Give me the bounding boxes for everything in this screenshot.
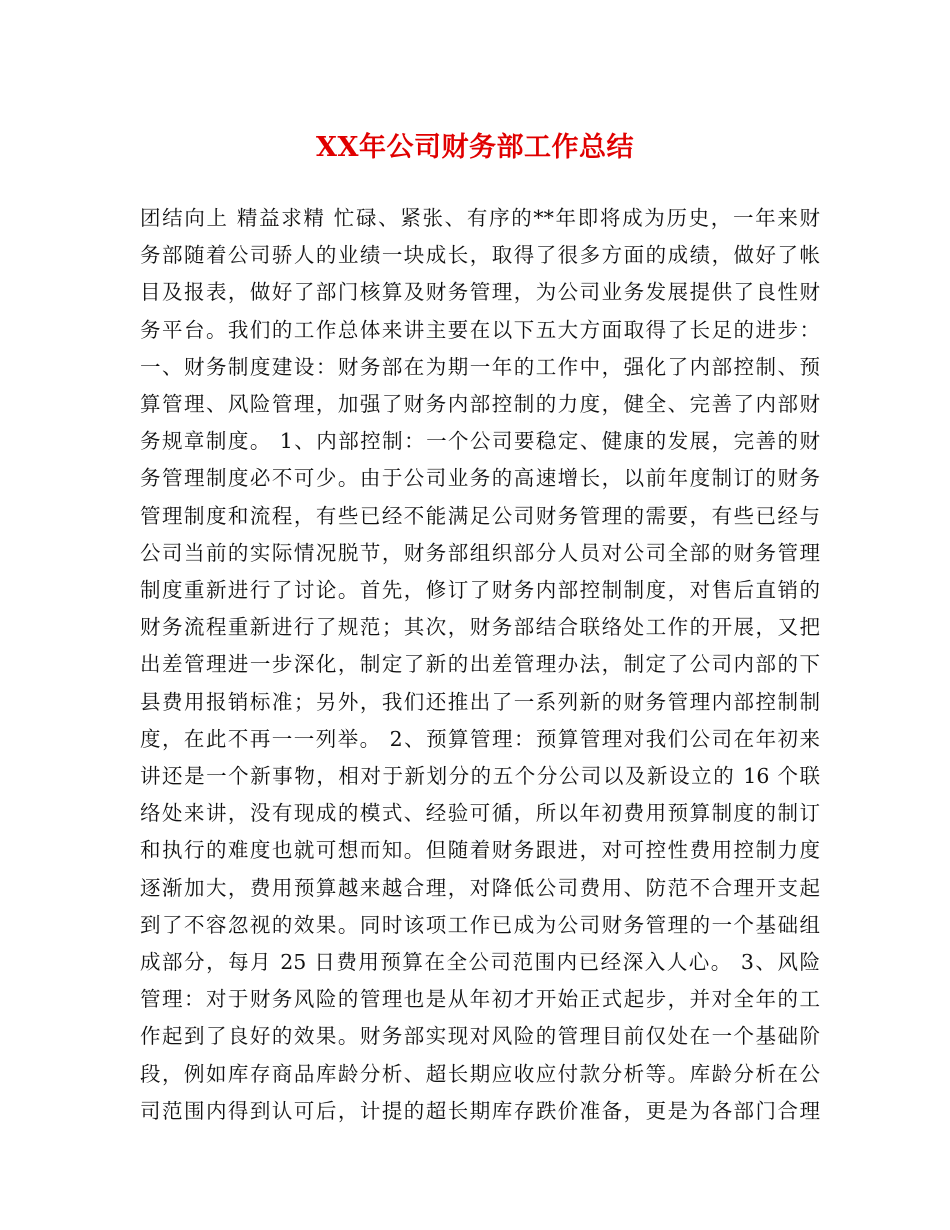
body-line-2: 务部随着公司骄人的业绩一块成长，取得了很多方面的成绩，做好了帐 [140,243,820,268]
body-line-11: 制度重新进行了讨论。首先，修订了财务内部控制制度，对售后直销的 [140,578,820,603]
body-line-25: 司范围内得到认可后，计提的超长期库存跌价准备，更是为各部门合理 [140,1098,820,1123]
body-line-21: 成部分，每月 25 日费用预算在全公司范围内已经深入人心。 3、风险 [140,950,820,975]
body-line-12: 财务流程重新进行了规范；其次，财务部结合联络处工作的开展，又把 [140,615,820,640]
document-body [140,200,820,1130]
body-line-24: 段，例如库存商品库龄分析、超长期应收应付款分析等。库龄分析在公 [140,1061,820,1086]
body-line-4: 务平台。我们的工作总体来讲主要在以下五大方面取得了长足的进步： [140,317,820,342]
body-line-16: 讲还是一个新事物，相对于新划分的五个分公司以及新设立的 16 个联 [140,764,820,789]
body-line-9: 管理制度和流程，有些已经不能满足公司财务管理的需要，有些已经与 [140,503,820,528]
body-line-3: 目及报表，做好了部门核算及财务管理，为公司业务发展提供了良性财 [140,280,820,305]
document-title: XX年公司财务部工作总结 [316,132,634,163]
body-line-1: 团结向上 精益求精 忙碌、紧张、有序的**年即将成为历史，一年来财 [140,206,820,230]
body-line-17: 络处来讲，没有现成的模式、经验可循，所以年初费用预算制度的制订 [140,801,820,826]
body-line-5: 一、财务制度建设：财务部在为期一年的工作中，强化了内部控制、预 [140,354,820,379]
body-line-19: 逐渐加大，费用预算越来越合理，对降低公司费用、防范不合理开支起 [140,875,820,900]
body-line-10: 公司当前的实际情况脱节，财务部组织部分人员对公司全部的财务管理 [140,540,820,565]
body-line-13: 出差管理进一步深化，制定了新的出差管理办法，制定了公司内部的下 [140,652,820,677]
body-line-18: 和执行的难度也就可想而知。但随着财务跟进，对可控性费用控制力度 [140,838,820,863]
body-line-15: 度，在此不再一一列举。 2、预算管理：预算管理对我们公司在年初来 [140,726,820,751]
body-line-20: 到了不容忽视的效果。同时该项工作已成为公司财务管理的一个基础组 [140,912,820,937]
body-line-7: 务规章制度。 1、内部控制：一个公司要稳定、健康的发展，完善的财 [140,429,820,454]
body-line-8: 务管理制度必不可少。由于公司业务的高速增长，以前年度制订的财务 [140,466,820,491]
body-line-23: 作起到了良好的效果。财务部实现对风险的管理目前仅处在一个基础阶 [140,1024,820,1049]
body-line-14: 县费用报销标准；另外，我们还推出了一系列新的财务管理内部控制制 [140,689,820,714]
body-line-6: 算管理、风险管理，加强了财务内部控制的力度，健全、完善了内部财 [140,392,820,417]
body-line-22: 管理：对于财务风险的管理也是从年初才开始正式起步，并对全年的工 [140,987,820,1012]
